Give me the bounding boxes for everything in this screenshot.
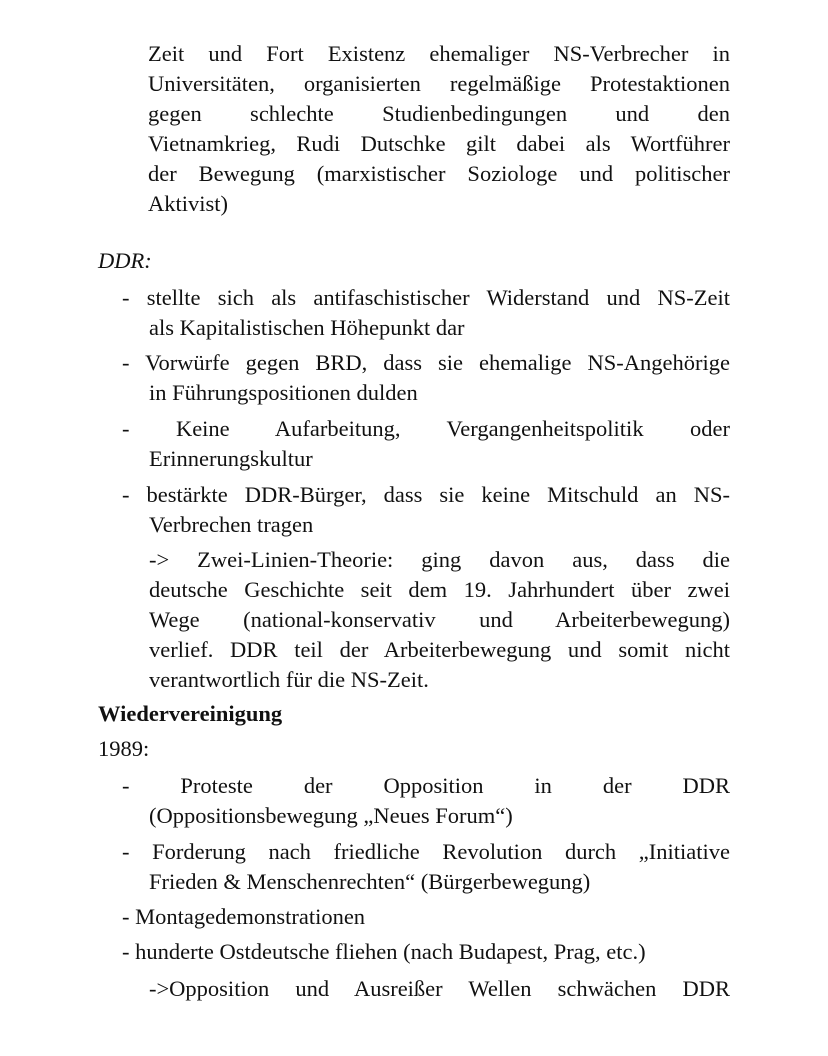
note-line: -> Zwei-Linien-Theorie: ging davon aus, dass die [149, 547, 730, 572]
wv-item-continuation: Frieden & Menschenrechten“ (Bürgerbewegung) [149, 869, 591, 894]
wv-item-first-line: - Forderung nach friedliche Revolution durch „Initiative [122, 839, 730, 864]
ddr-item-continuation: als Kapitalistischen Höhepunkt dar [149, 315, 465, 340]
ddr-list-item [122, 480, 730, 540]
intro-paragraph [148, 39, 730, 219]
wv-list-item [122, 837, 730, 897]
intro-line: Zeit und Fort Existenz ehemaliger NS-Verbrecher in [148, 41, 730, 66]
wv-item-continuation: (Oppositionsbewegung „Neues Forum“) [149, 803, 513, 828]
ddr-item-continuation: in Führungspositionen dulden [149, 380, 418, 405]
ddr-item-first-line: - Keine Aufarbeitung, Vergangenheitspolitik oder [122, 416, 730, 441]
ddr-item-first-line: - bestärkte DDR-Bürger, dass sie keine Mitschuld an NS- [122, 482, 730, 507]
note-line: verlief. DDR teil der Arbeiterbewegung und somit nicht [149, 637, 730, 662]
ddr-item-first-line: - Vorwürfe gegen BRD, dass sie ehemalige NS-Angehörige [122, 350, 730, 375]
ddr-list-item [122, 283, 730, 343]
intro-line: Universitäten, organisierten regelmäßige Protestaktionen [148, 71, 730, 96]
note-line: Wege (national-konservativ und Arbeiterbewegung) [149, 607, 730, 632]
note-line: deutsche Geschichte seit dem 19. Jahrhundert über zwei [149, 577, 730, 602]
intro-line: Vietnamkrieg, Rudi Dutschke gilt dabei als Wortführer [148, 131, 730, 156]
zwei-linien-note [149, 545, 730, 695]
wv-note-line: ->Opposition und Ausreißer Wellen schwächen DDR [149, 976, 730, 1001]
wv-note [149, 974, 730, 1004]
wv-item-first-line: - hunderte Ostdeutsche fliehen (nach Budapest, Prag, etc.) [122, 939, 646, 964]
wv-list-item [122, 771, 730, 831]
ddr-list-item [122, 348, 730, 408]
wv-list-item [122, 902, 730, 932]
wv-item-first-line: - Proteste der Opposition in der DDR [122, 773, 730, 798]
year-label: 1989: [98, 736, 150, 761]
ddr-list-item [122, 414, 730, 474]
intro-line: der Bewegung (marxistischer Soziologe und politischer [148, 161, 730, 186]
ddr-item-first-line: - stellte sich als antifaschistischer Widerstand und NS-Zeit [122, 285, 730, 310]
wiedervereinigung-heading: Wiedervereinigung [98, 701, 283, 726]
note-line: verantwortlich für die NS-Zeit. [149, 667, 429, 692]
ddr-heading: DDR: [98, 248, 152, 273]
ddr-item-continuation: Erinnerungskultur [149, 446, 313, 471]
wv-item-first-line: - Montagedemonstrationen [122, 904, 366, 929]
intro-line: Aktivist) [148, 191, 229, 216]
ddr-item-continuation: Verbrechen tragen [149, 512, 314, 537]
wv-list-item [122, 937, 730, 967]
intro-line: gegen schlechte Studienbedingungen und den [148, 101, 730, 126]
